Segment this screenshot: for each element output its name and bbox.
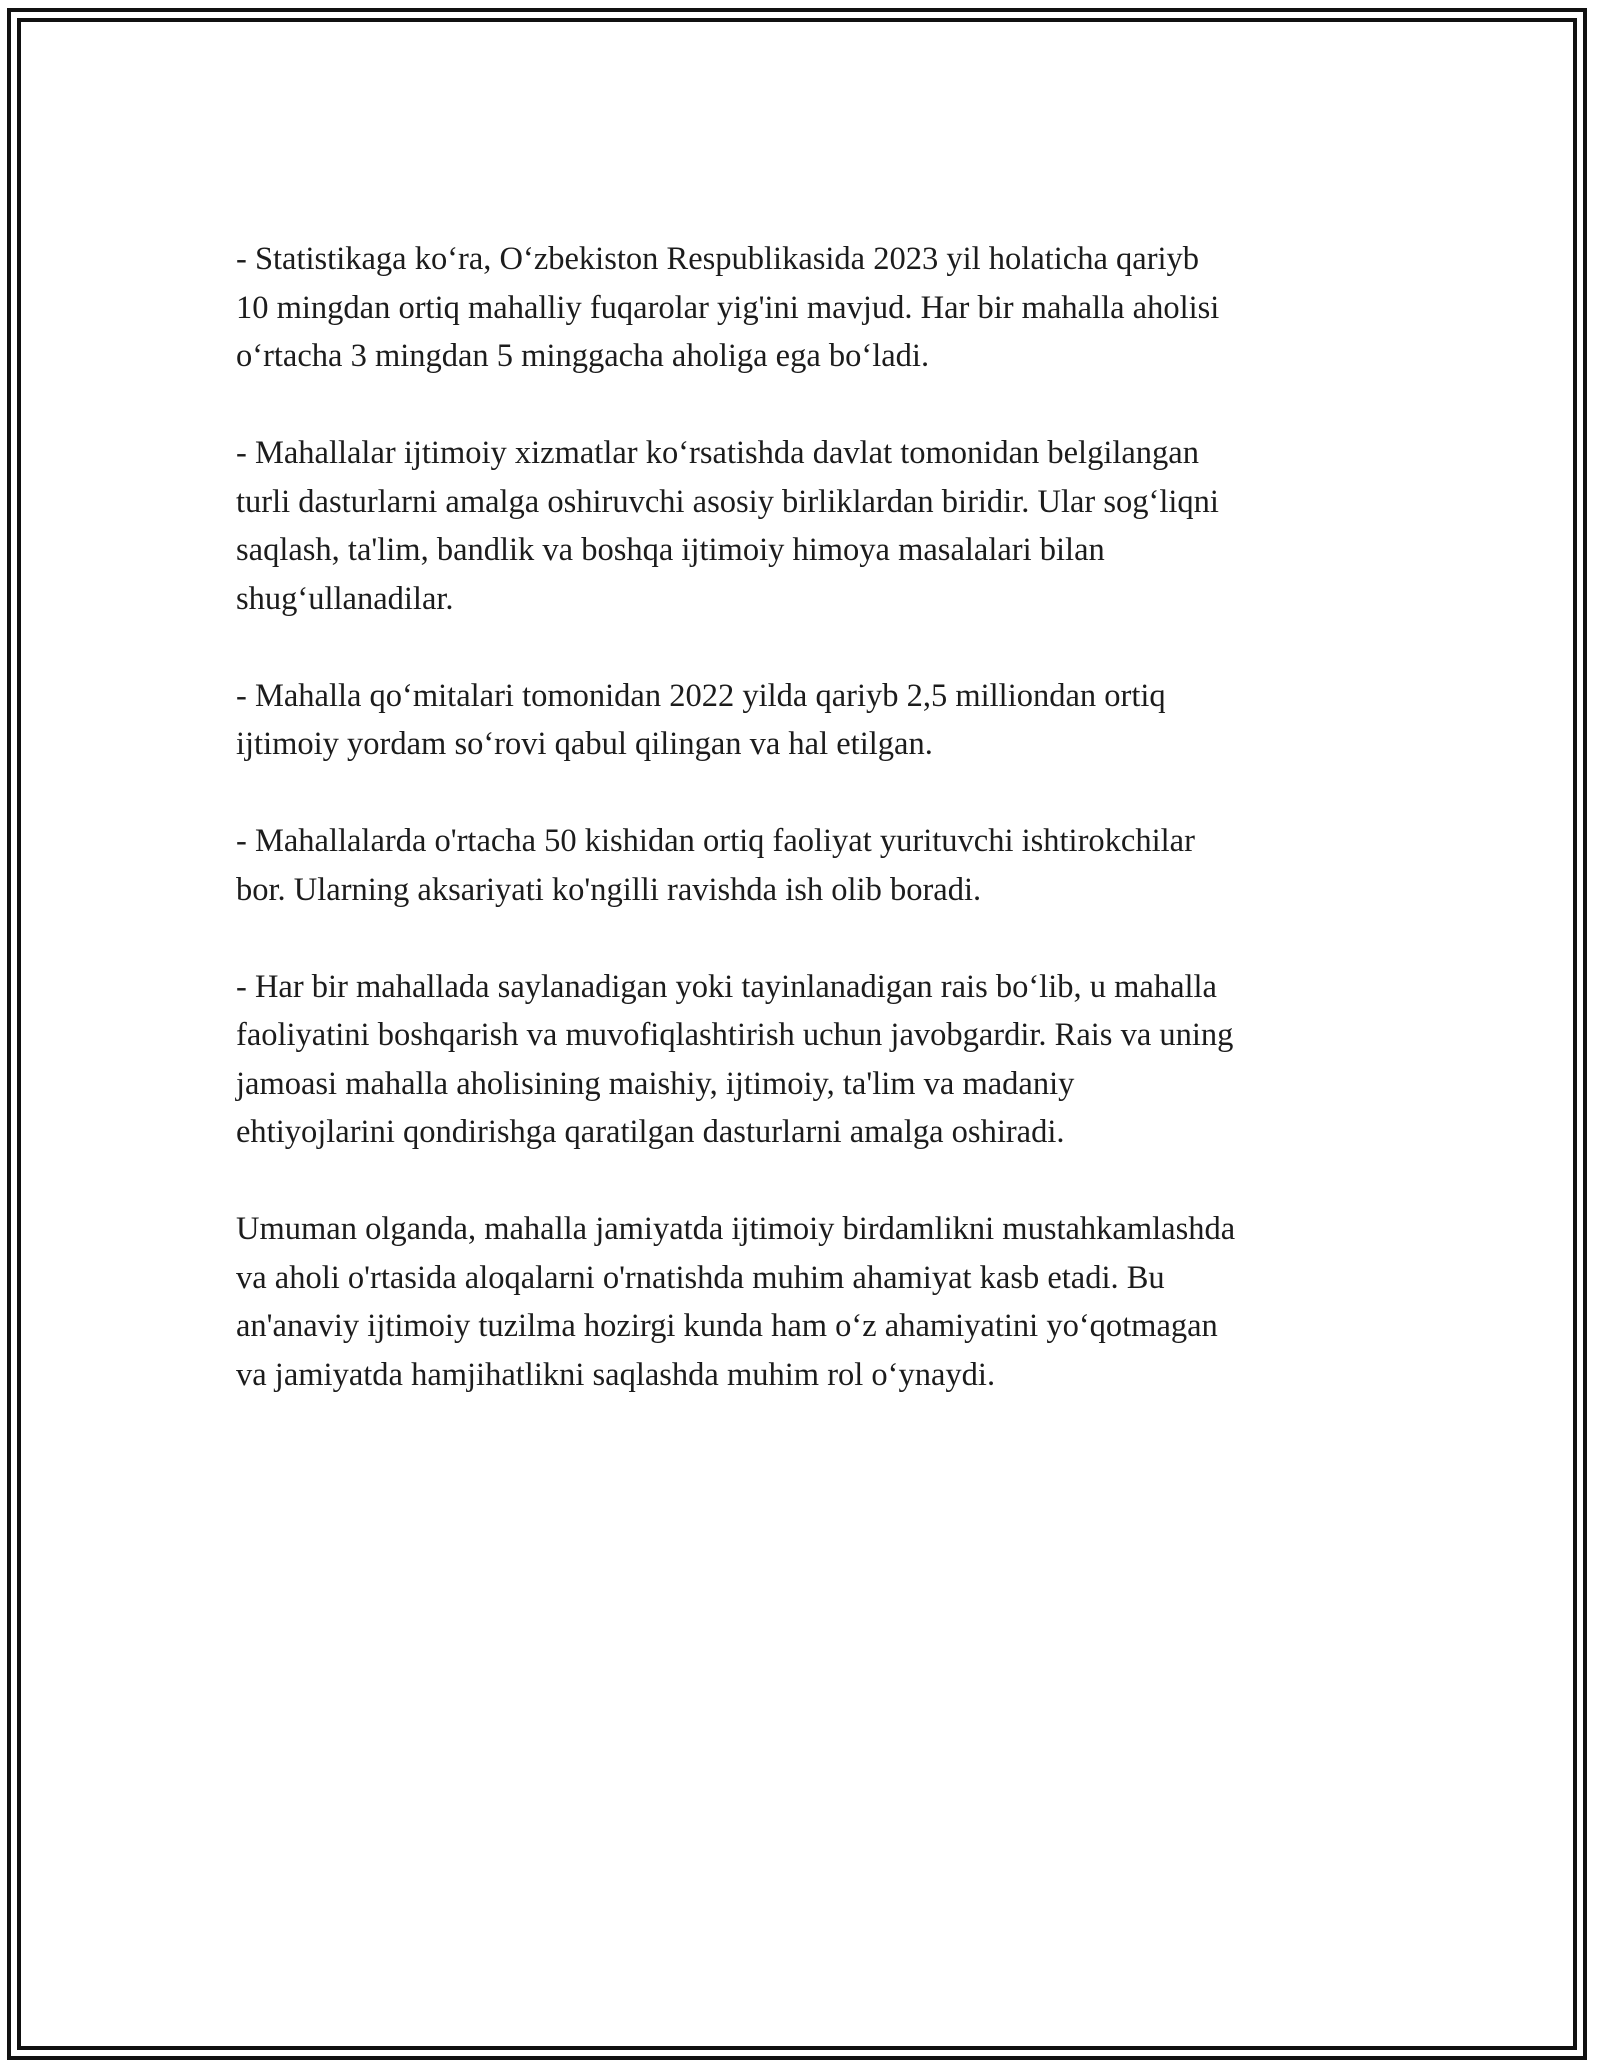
paragraph-statistics: - Statistikaga ko‘ra, O‘zbekiston Respublikasida 2023 yil holaticha qariyb 10 mingdan ortiq mahalliy fuqarolar yig'ini mavjud. Har bir mahalla aholisi o‘rtacha 3 mingdan 5 minggacha aholiga ega bo‘ladi.	[236, 241, 1220, 374]
paragraph-assistance-requests: - Mahalla qo‘mitalari tomonidan 2022 yilda qariyb 2,5 milliondan ortiq ijtimoiy yordam so‘rovi qabul qilingan va hal etilgan.	[236, 677, 1166, 762]
paragraph-chairman: - Har bir mahallada saylanadigan yoki tayinlanadigan rais bo‘lib, u mahalla faoliyatini boshqarish va muvofiqlashtirish uchun javobgardir. Rais va uning jamoasi mahalla aholisining maishiy, ijtimoiy, ta'lim va madaniy ehtiyojlarini qondirishga qaratilgan dasturlarni amalga oshiradi.	[236, 968, 1234, 1150]
paragraph-social-services: - Mahallalar ijtimoiy xizmatlar ko‘rsatishda davlat tomonidan belgilangan turli dasturlarni amalga oshiruvchi asosiy birliklardan biridir. Ular sog‘liqni saqlash, ta'lim, bandlik va boshqa ijtimoiy himoya masalalari bilan shug‘ullanadilar.	[236, 435, 1219, 617]
paragraph-conclusion: Umuman olganda, mahalla jamiyatda ijtimoiy birdamlikni mustahkamlashda va aholi o'rtasida aloqalarni o'rnatishda muhim ahamiyat kasb etadi. Bu an'anaviy ijtimoiy tuzilma hozirgi kunda ham o‘z ahamiyatini yo‘qotmagan va jamiyatda hamjihatlikni saqlashda muhim rol o‘ynaydi.	[236, 1211, 1236, 1393]
paragraph-participants: - Mahallalarda o'rtacha 50 kishidan ortiq faoliyat yurituvchi ishtirokchilar bor. Ularning aksariyati ko'ngilli ravishda ish olib boradi.	[236, 823, 1195, 908]
document-body	[236, 235, 1366, 1448]
